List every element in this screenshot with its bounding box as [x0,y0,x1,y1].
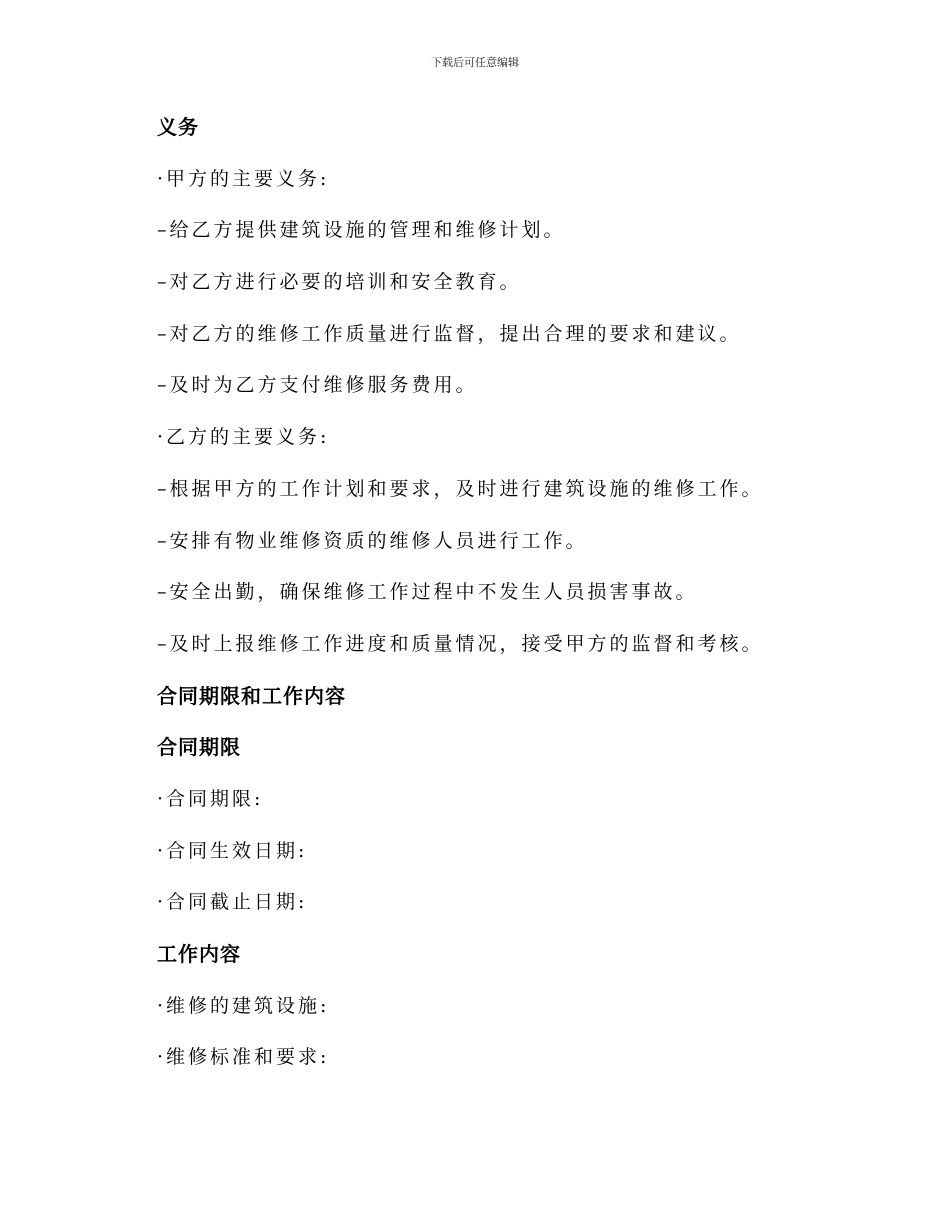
list-item: ·合同期限: [157,784,857,836]
dash-marker: – [157,271,170,294]
list-item: –给乙方提供建筑设施的管理和维修计划。 [157,215,857,267]
bullet-marker: · [157,426,167,449]
list-item: ·乙方的主要义务: [157,422,857,474]
section-heading-term-and-scope: 合同期限和工作内容 [157,683,346,708]
list-item: ·维修标准和要求: [157,1042,857,1094]
section-heading-work-content: 工作内容 [157,942,241,966]
dash-marker: – [157,529,170,552]
bullet-marker: · [157,167,167,190]
page-header: 下载后可任意编辑 [431,56,519,69]
bullet-marker: · [157,839,167,862]
dash-marker: – [157,322,170,345]
bullet-marker: · [157,891,167,914]
list-item: –安排有物业维修资质的维修人员进行工作。 [157,526,857,578]
dash-marker: – [157,477,170,500]
dash-marker: – [157,374,170,397]
list-item: ·合同生效日期: [157,836,857,888]
list-item: ·甲方的主要义务: [157,164,857,216]
bullet-marker: · [157,1046,167,1069]
dash-marker: – [157,632,170,655]
dash-marker: – [157,581,170,604]
list-item: –根据甲方的工作计划和要求，及时进行建筑设施的维修工作。 [157,474,857,526]
section-heading-obligations: 义务 [157,115,199,139]
list-item: –安全出勤，确保维修工作过程中不发生人员损害事故。 [157,577,857,629]
list-item: –对乙方进行必要的培训和安全教育。 [157,267,857,319]
section-heading-term: 合同期限 [157,735,241,760]
list-item: –及时上报维修工作进度和质量情况，接受甲方的监督和考核。 [157,629,857,681]
bullet-marker: · [157,994,167,1017]
list-item: ·合同截止日期: [157,887,857,939]
dash-marker: – [157,219,170,242]
bullet-marker: · [157,787,167,810]
list-item: –及时为乙方支付维修服务费用。 [157,370,857,422]
document-body [157,112,857,1094]
list-item: ·维修的建筑设施: [157,991,857,1043]
list-item: –对乙方的维修工作质量进行监督，提出合理的要求和建议。 [157,319,857,371]
